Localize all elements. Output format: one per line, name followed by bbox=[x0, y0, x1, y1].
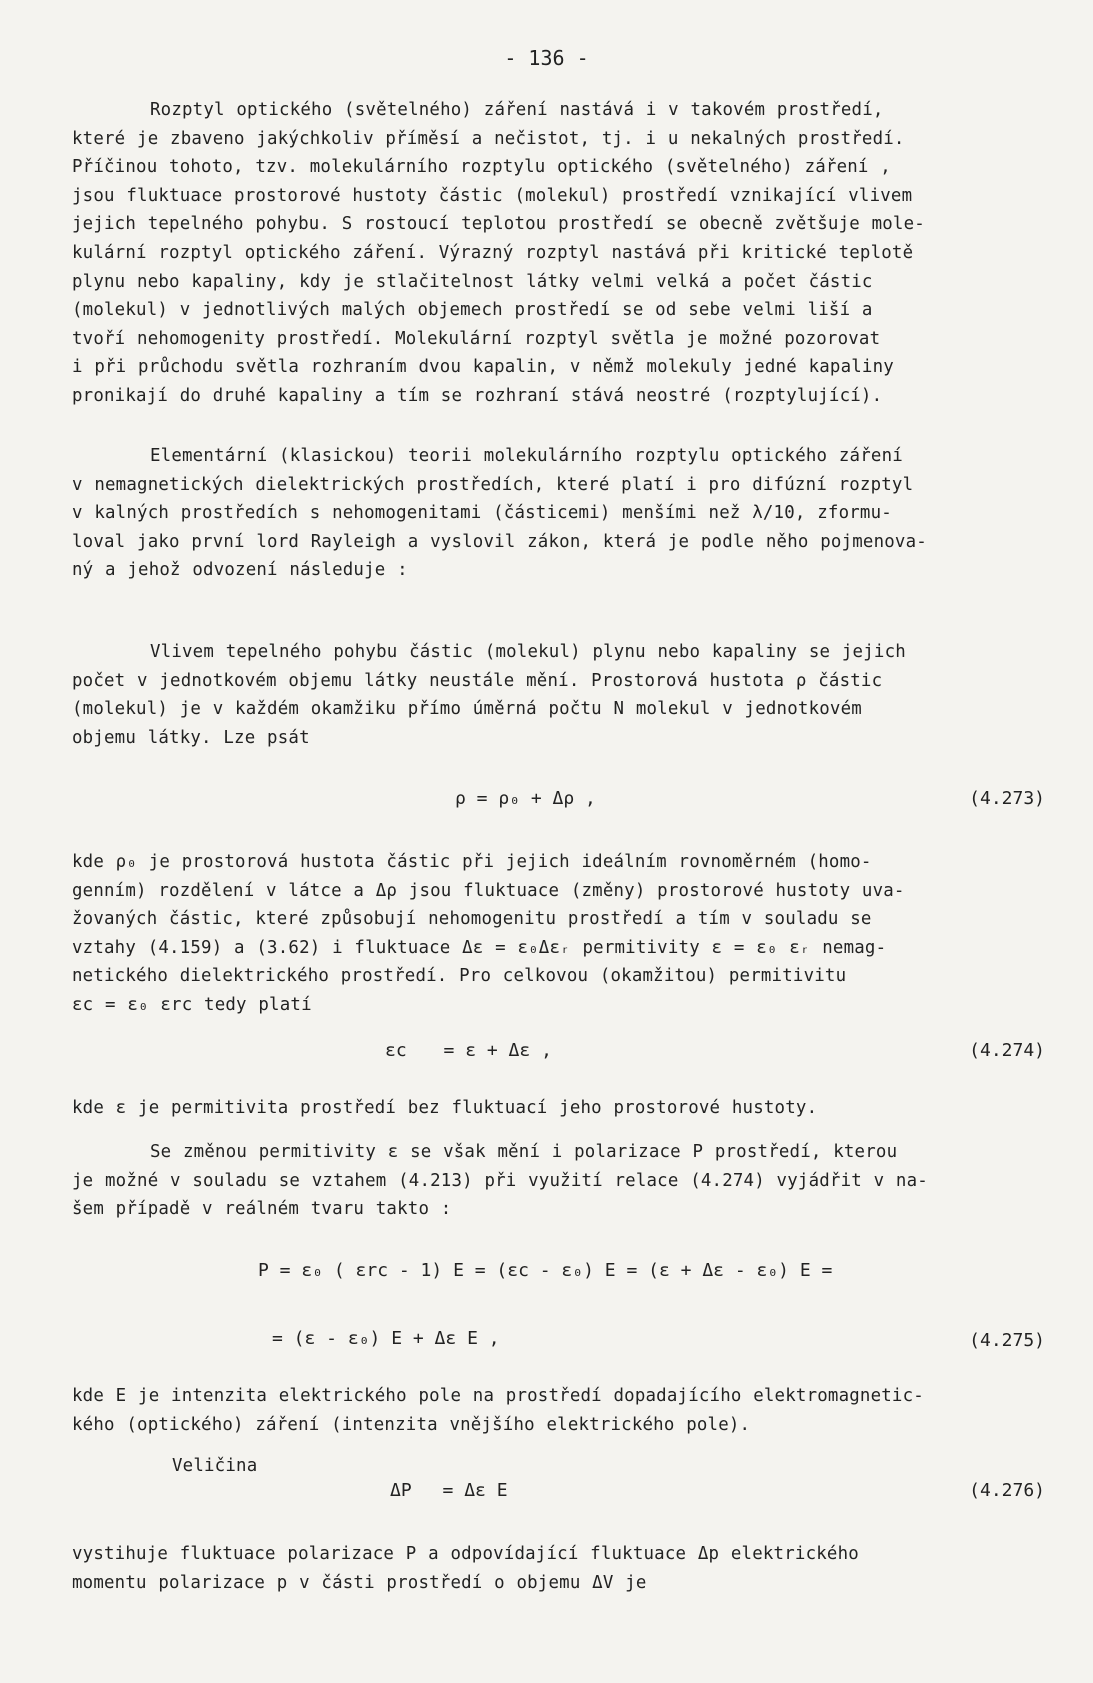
text-line: Elementární (klasickou) teorii molekulárního rozptylu optického záření bbox=[150, 446, 903, 466]
text-line: vystihuje fluktuace polarizace P a odpovídající fluktuace Δp elektrického bbox=[72, 1544, 859, 1564]
text-line: genním) rozdělení v látce a Δρ jsou fluktuace (změny) prostorové hustoty uva- bbox=[72, 880, 905, 901]
text-line: (molekul) v jednotlivých malých objemech prostředí se od sebe velmi liší a bbox=[72, 300, 873, 321]
paragraph-9 bbox=[72, 1540, 1052, 1597]
text-line: Příčinou tohoto, tzv. molekulárního rozptylu optického (světelného) záření , bbox=[72, 157, 891, 178]
equation-number: (4.276) bbox=[969, 1480, 1045, 1501]
text-line: v kalných prostředích s nehomogenitami (částicemi) menšími než λ/10, zformu- bbox=[72, 503, 892, 524]
equation-number: (4.274) bbox=[969, 1040, 1045, 1061]
equation-rhs: = ε + Δε , bbox=[443, 1040, 552, 1061]
text-line: pronikají do druhé kapaliny a tím se rozhraní stává neostré (rozptylující). bbox=[72, 385, 883, 406]
paragraph-3 bbox=[72, 638, 1052, 752]
text-line: (molekul) je v každém okamžiku přímo úměrná počtu N molekul v jednotkovém bbox=[72, 699, 862, 720]
equation-lhs: ρ = bbox=[455, 788, 488, 809]
equation-lhs: εc bbox=[385, 1040, 407, 1061]
text-line: plynu nebo kapaliny, kdy je stlačitelnost látky velmi velká a počet částic bbox=[72, 271, 873, 292]
text-line: kde ε je permitivita prostředí bez fluktuací jeho prostorové hustoty. bbox=[72, 1098, 818, 1118]
text-line: Rozptyl optického (světelného) záření nastává i v takovém prostředí, bbox=[150, 100, 884, 120]
text-line: šem případě v reálném tvaru takto : bbox=[72, 1199, 452, 1220]
paragraph-6 bbox=[72, 1138, 1052, 1224]
text-line: kde E je intenzita elektrického pole na prostředí dopadajícího elektromagnetic- bbox=[72, 1386, 924, 1406]
paragraph-7 bbox=[72, 1382, 1052, 1439]
text-line: jejich tepelného pohybu. S rostoucí teplotou prostředí se obecně zvětšuje mole- bbox=[72, 214, 925, 235]
paragraph-5 bbox=[72, 1094, 1052, 1123]
equation-number: (4.273) bbox=[969, 788, 1045, 809]
text-line: netického dielektrického prostředí. Pro celkovou (okamžitou) permitivitu bbox=[72, 966, 847, 987]
equation-rhs: ρ₀ + Δρ , bbox=[498, 788, 596, 809]
text-line: Vlivem tepelného pohybu částic (molekul) plynu nebo kapaliny se jejich bbox=[150, 642, 906, 662]
equation-4-273 bbox=[455, 788, 596, 809]
equation-number: (4.275) bbox=[969, 1330, 1045, 1351]
text-line: i při průchodu světla rozhraním dvou kapalin, v němž molekuly jedné kapaliny bbox=[72, 357, 894, 378]
text-line: ný a jehož odvození následuje : bbox=[72, 560, 408, 581]
equation-lhs: ΔP bbox=[390, 1480, 412, 1501]
text-line: v nemagnetických dielektrických prostředích, které platí i pro difúzní rozptyl bbox=[72, 474, 914, 495]
text-line: žovaných částic, které způsobují nehomogenitu prostředí a tím v souladu se bbox=[72, 909, 872, 930]
text-line: vztahy (4.159) a (3.62) i fluktuace Δε = ε₀Δεᵣ permitivity ε = ε₀ εᵣ nemag- bbox=[72, 937, 887, 958]
text-line: je možné v souladu se vztahem (4.213) při využití relace (4.274) vyjádřit v na- bbox=[72, 1170, 928, 1191]
text-line: počet v jednotkovém objemu látky neustále mění. Prostorová hustota ρ částic bbox=[72, 670, 883, 691]
text-line: loval jako první lord Rayleigh a vyslovil zákon, která je podle něho pojmenova- bbox=[72, 531, 927, 552]
text-line: tvoří nehomogenity prostředí. Molekulární rozptyl světla je možné pozorovat bbox=[72, 328, 881, 349]
paragraph-2 bbox=[72, 442, 1052, 585]
equation-4-276 bbox=[390, 1480, 508, 1501]
equation-rhs: = Δε E bbox=[442, 1480, 508, 1501]
text-line: εc = ε₀ εrc tedy platí bbox=[72, 994, 312, 1015]
paragraph-8 bbox=[72, 1452, 1052, 1481]
text-line: kulární rozptyl optického záření. Výrazný rozptyl nastává při kritické teplotě bbox=[72, 242, 914, 263]
paragraph-1 bbox=[72, 96, 1052, 411]
text-line: Veličina bbox=[172, 1456, 258, 1476]
equation-4-275-line-2: = (ε - ε₀) E + Δε E , bbox=[272, 1328, 500, 1349]
equation-4-274 bbox=[385, 1040, 552, 1061]
equation-4-275-line-1: P = ε₀ ( εrc - 1) E = (εc - ε₀) E = (ε + Δε - ε₀) E = bbox=[258, 1260, 833, 1281]
text-line: kého (optického) záření (intenzita vnějšího elektrického pole). bbox=[72, 1414, 751, 1435]
page-number: - 136 - bbox=[504, 46, 589, 70]
text-line: objemu látky. Lze psát bbox=[72, 727, 310, 748]
paragraph-4 bbox=[72, 848, 1052, 1020]
text-line: momentu polarizace p v části prostředí o objemu ΔV je bbox=[72, 1572, 647, 1593]
text-line: které je zbaveno jakýchkoliv příměsí a nečistot, tj. i u nekalných prostředí. bbox=[72, 128, 905, 149]
text-line: Se změnou permitivity ε se však mění i polarizace P prostředí, kterou bbox=[150, 1142, 898, 1162]
text-line: jsou fluktuace prostorové hustoty částic (molekul) prostředí vznikající vlivem bbox=[72, 185, 913, 206]
text-line: kde ρ₀ je prostorová hustota částic při jejich ideálním rovnoměrném (homo- bbox=[72, 852, 872, 872]
